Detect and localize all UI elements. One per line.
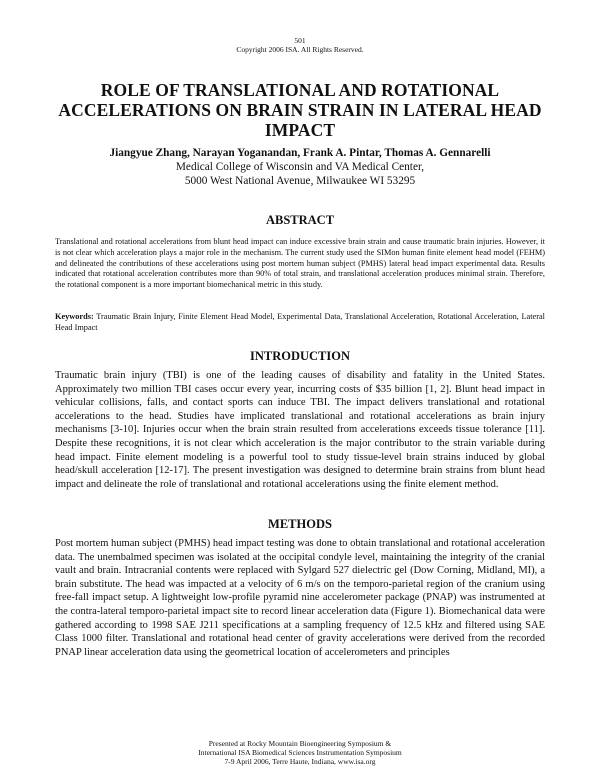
- keywords-label: Keywords:: [55, 312, 94, 321]
- affiliation-address: 5000 West National Avenue, Milwaukee WI 53295: [184, 175, 416, 187]
- introduction-text: Traumatic brain injury (TBI) is one of the leading causes of disability and fatality in the United States. Approximately two million TBI cases occur every year, incurring costs of $35 billion [1, 2]. Blunt head impact in vehicular collisions, falls, and contact sports can induce TBI. The impact delivers translational and rotational accelerations to the head. Studies have implicated translational and rotational accelerations as brain injury mechanisms [3-10]. Injuries occur when the brain strain resulted from accelerations exceeds tissue tolerance [11]. Despite these recognitions, it is not clear which acceleration is the major contributor to the strain variable during head impact. Finite element modeling is a powerful tool to study tissue-level brain strains induced by global head/skull acceleration [12-17]. The present investigation was designed to determine brain strains from blunt head impact and delineate the role of translational and rotational accelerations using the finite element method.: [55, 370, 545, 490]
- keywords-text: Traumatic Brain Injury, Finite Element Head Model, Experimental Data, Translational Acceleration, Rotational Acceleration, Lateral Head Impact: [55, 312, 545, 332]
- affiliation-institution: Medical College of Wisconsin and VA Medical Center,: [175, 161, 425, 173]
- page-footer: [0, 739, 600, 766]
- methods-heading: METHODS: [268, 517, 332, 531]
- methods-text: Post mortem human subject (PMHS) head impact testing was done to obtain translational and rotational acceleration data. The unembalmed specimen was isolated at the occipital condyle level, maintaining the integrity of the cranial vault and brain. Intracranial contents were replaced with Sylgard 527 dielectric gel (Dow Corning, Midland, MI), a brain substitute. The head was impacted at a velocity of 6 m/s on the temporo-parietal region of the cranium using free-fall impact setup. A lightweight low-profile pyramid nine accelerometer package (PNAP) was instrumented at the contra-lateral temporo-parietal impact site to record linear acceleration data (Figure 1). Biomechanical data were gathered according to 1998 SAE J211 specifications at a sampling frequency of 12.5 kHz and filtered using SAE Class 1000 filter. Translational and rotational head center of gravity accelerations were derived from the recorded PNAP linear acceleration data using the geometrical location of accelerometers and principles: [55, 538, 545, 658]
- footer-line-1: Presented at Rocky Mountain Bioengineering Symposium &: [208, 739, 392, 748]
- introduction-heading: INTRODUCTION: [249, 349, 350, 363]
- keywords-block: [55, 312, 545, 334]
- author-list: Jiangyue Zhang, Narayan Yoganandan, Frank A. Pintar, Thomas A. Gennarelli: [109, 147, 491, 159]
- paper-title: ROLE OF TRANSLATIONAL AND ROTATIONAL ACCELERATIONS ON BRAIN STRAIN IN LATERAL HEAD IMPACT: [58, 80, 542, 140]
- copyright-notice: Copyright 2006 ISA. All Rights Reserved.: [236, 45, 364, 54]
- footer-line-3: 7-9 April 2006, Terre Haute, Indiana, www.isa.org: [224, 757, 376, 766]
- abstract-heading: ABSTRACT: [265, 213, 335, 227]
- footer-line-2: International ISA Biomedical Sciences Instrumentation Symposium: [198, 748, 402, 757]
- page-number: 501: [294, 36, 306, 45]
- abstract-text: Translational and rotational accelerations from blunt head impact can induce excessive brain strain and cause traumatic brain injuries. However, it is not clear which acceleration plays a major role in the mechanism. The current study used the SIMon human finite element head model (FEHM) and delineated the contributions of these accelerations using post mortem human subject (PMHS) lateral head impact experimental data. Results indicated that rotational acceleration contributes more than 90% of total strain, and translational acceleration produces minimal strain. Therefore, the rotational component is a more important biomechanical metric in this study.: [55, 237, 545, 290]
